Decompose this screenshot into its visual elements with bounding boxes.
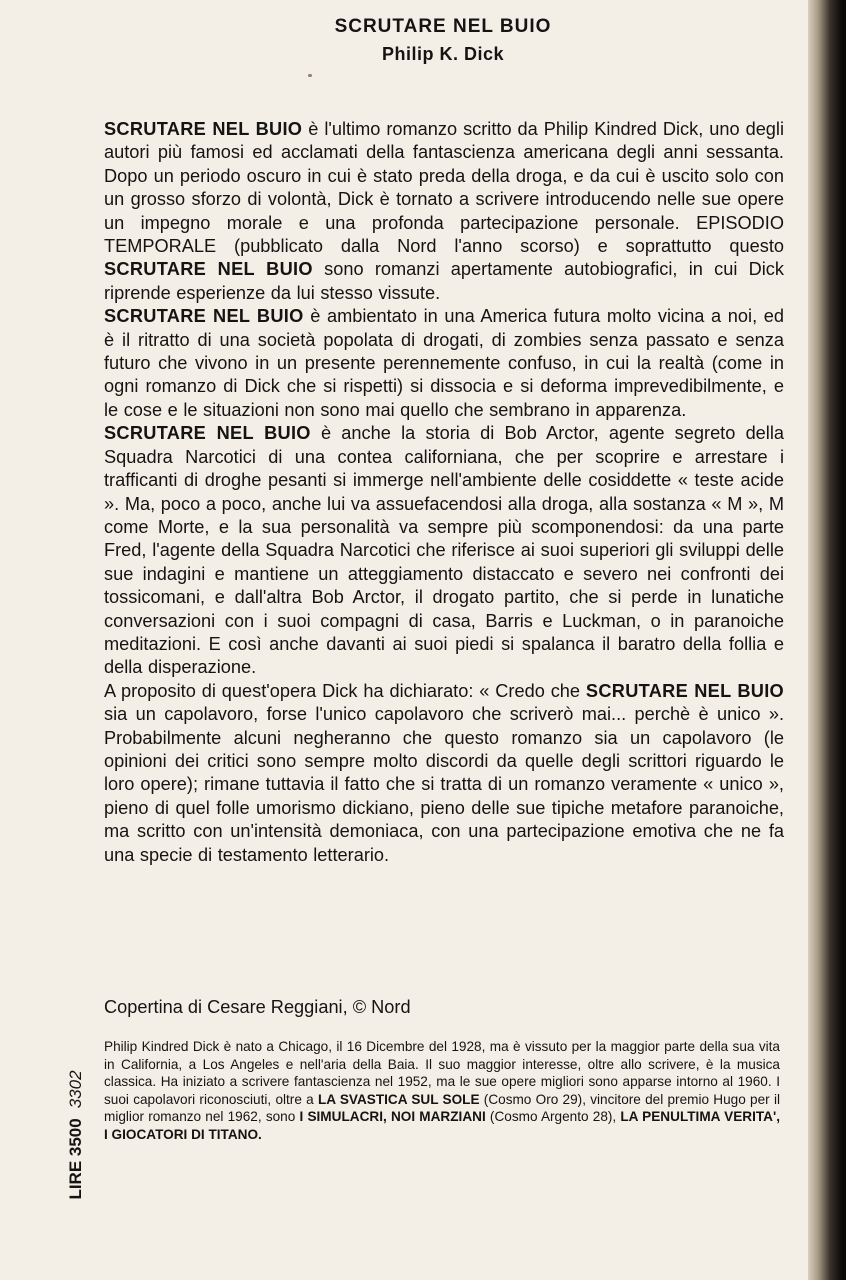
title-mention: SCRUTARE NEL BUIO xyxy=(585,680,784,701)
paper-speck xyxy=(308,74,312,77)
page-edge xyxy=(808,0,846,1280)
price: LIRE 3500 xyxy=(66,1118,85,1200)
book-mention: LA SVASTICA SUL SOLE xyxy=(317,1091,480,1107)
title-mention: SCRUTARE NEL BUIO xyxy=(104,259,313,280)
bio-text: (Cosmo Argento 28), xyxy=(485,1109,621,1125)
book-author: Philip K. Dick xyxy=(381,44,505,64)
book-mention: LA PENULTIMA VERITA', I GIOCATORI DI TITANO. xyxy=(104,1109,780,1142)
cover-credit: Copertina di Cesare Reggiani, © Nord xyxy=(104,997,411,1017)
blurb-text: è l'ultimo romanzo scritto da Philip Kindred Dick, uno degli autori più famosi ed acclamati della fantascienza americana degli anni sessanta. Dopo un periodo oscuro in cui è stato preda della droga, e da cui è uscito solo con un grosso sforzo di volontà, Dick è tornato a scrivere introducendo nelle sue opere un impegno morale e una profonda partecipazione personale. EPISODIO TEMPORALE (pubblicato dalla Nord l'anno scorso) e soprattutto questo xyxy=(104,119,785,257)
blurb-paragraph-2 xyxy=(104,305,784,422)
blurb xyxy=(104,118,784,867)
author-bio xyxy=(104,1038,780,1144)
price-label xyxy=(66,1070,86,1199)
blurb-text: A proposito di quest'opera Dick ha dichiarato: « Credo che xyxy=(104,680,586,701)
blurb-paragraph-1 xyxy=(104,118,784,305)
price-strip xyxy=(52,1037,100,1233)
blurb-paragraph-4 xyxy=(104,680,784,867)
title-mention: SCRUTARE NEL BUIO xyxy=(104,423,311,444)
title-mention: SCRUTARE NEL BUIO xyxy=(104,119,303,139)
blurb-text: sia un capolavoro, forse l'unico capolavoro che scriverò mai... perchè è unico ». Probabilmente alcuni negheranno che questo romanzo sia un capolavoro (le opinioni dei critici sono sempre molto discordi da quelle degli scrittori riguardo le loro opere); rimane tuttavia il fatto che si tratta di un romanzo veramente « unico », pieno di quel folle umorismo dickiano, pieno delle sue tipiche metafore paranoiche, ma scritto con un'intensità demoniaca, con una partecipazione emotiva che ne fa una specie di testamento letterario. xyxy=(104,704,784,865)
blurb-text: è anche la storia di Bob Arctor, agente segreto della Squadra Narcotici di una contea californiana, che per scoprire e arrestare i trafficanti di droghe pesanti si immerge nell'ambiente delle cosiddette « teste acide ». Ma, poco a poco, anche lui va assuefacendosi alla droga, alla sostanza « M », M come Morte, e la sua personalità va sempre più scomponendosi: da una parte Fred, l'agente della Squadra Narcotici che riferisce ai suoi superiori gli sviluppi delle sue indagini e mantiene un atteggiamento distaccato e severo nei confronti dei tossicomani, e dall'altra Bob Arctor, il drogato partito, che si perde in lunatiche conversazioni con i suoi compagni di casa, Barris e Luckman, o in paranoiche meditazioni. E così anche davanti ai suoi piedi si spalanca il baratro della follia e della disperazione. xyxy=(104,423,784,678)
blurb-text: è ambientato in una America futura molto vicina a noi, ed è il ritratto di una società popolata di drogati, di zombies senza passato e senza futuro che vivono in un presente perennemente confuso, in cui la realtà (come in ogni romanzo di Dick che si rispetti) si dissocia e si deforma imprevedibilmente, e le cose e le situazioni non sono mai quello che sembrano in apparenza. xyxy=(104,306,784,420)
book-title: SCRUTARE NEL BUIO xyxy=(334,16,552,37)
blurb-text: sono romanzi apertamente autobiografici, in cui Dick riprende esperienze da lui stesso vissute. xyxy=(104,259,784,303)
bio-text: Philip Kindred Dick è nato a Chicago, il 16 Dicembre del 1928, ma è vissuto per la maggior parte della sua vita in California, a Los Angeles e nell'aria della Baia. Il suo maggior interesse, oltre allo scrivere, è la musica classica. Ha iniziato a scrivere fantascienza nel 1952, ma le sue opere migliori sono apparse intorno al 1960. I suoi capolavori riconosciuti, oltre a xyxy=(104,1039,780,1107)
bio-text: (Cosmo Oro 29), vincitore del premio Hugo per il miglior romanzo nel 1962, sono xyxy=(104,1091,781,1125)
blurb-paragraph-3 xyxy=(104,422,784,679)
book-mention: I SIMULACRI, NOI MARZIANI xyxy=(299,1109,486,1125)
title-mention: SCRUTARE NEL BUIO xyxy=(104,306,304,327)
catalog-code: 3302 xyxy=(66,1070,85,1109)
